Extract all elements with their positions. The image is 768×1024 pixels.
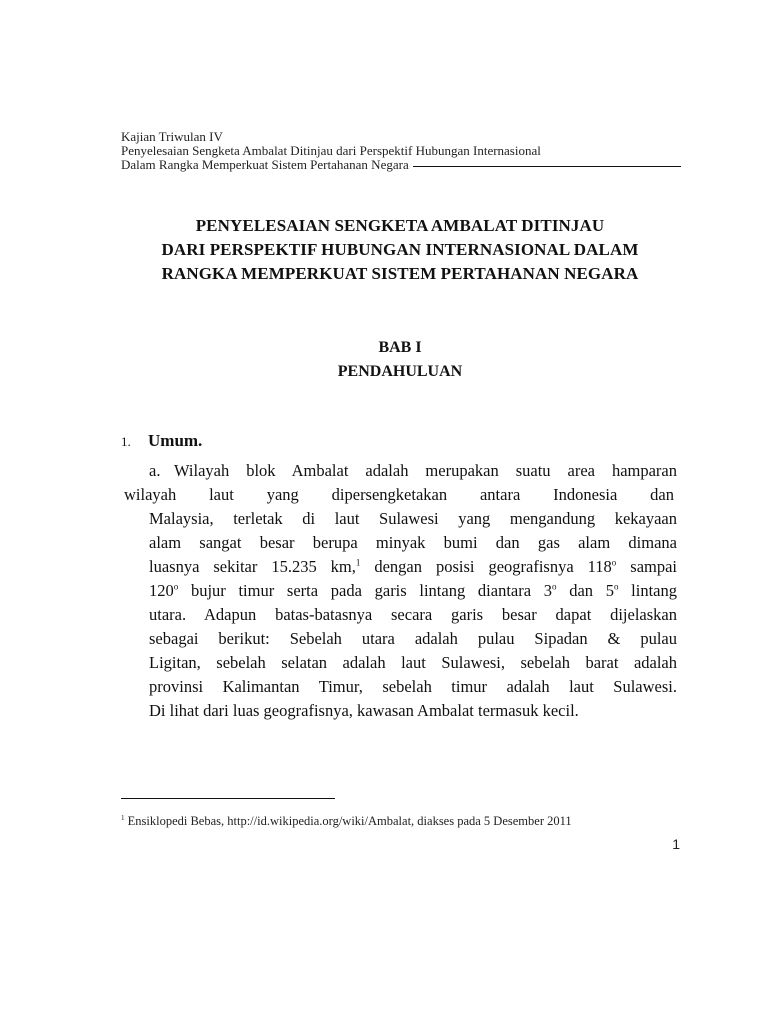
- paragraph-line-6a: 120: [149, 581, 174, 600]
- title-line-1: PENYELESAIAN SENGKETA AMBALAT DITINJAU: [195, 216, 605, 235]
- chapter-number: BAB I: [378, 339, 422, 356]
- paragraph-line-5a: luasnya sekitar 15.235 km,: [149, 557, 356, 576]
- paragraph-line-1-text: Wilayah blok Ambalat adalah merupakan suatu area hamparan: [174, 461, 677, 480]
- paragraph-label: a.: [149, 461, 161, 480]
- document-title: [100, 214, 700, 286]
- footnote-marker: 1: [121, 813, 125, 822]
- paragraph-line-4: alam sangat besar berupa minyak bumi dan gas alam dimana: [149, 533, 677, 552]
- degree-sign: o: [552, 581, 557, 592]
- title-line-3: RANGKA MEMPERKUAT SISTEM PERTAHANAN NEGARA: [161, 264, 639, 283]
- chapter-heading: [200, 336, 600, 384]
- paragraph-line-6d: lintang: [618, 581, 677, 600]
- header-subtitle-line2-row: [121, 158, 681, 172]
- paragraph-line-6: [149, 579, 677, 603]
- degree-sign: o: [611, 557, 617, 568]
- paragraph-line-5: [149, 555, 677, 579]
- header-series: Kajian Triwulan IV: [121, 129, 223, 144]
- section-heading: [121, 431, 202, 451]
- header-rule: [413, 166, 681, 167]
- paragraph-line-6b: bujur timur serta pada garis lintang diantara 3: [178, 581, 552, 600]
- title-line-2: DARI PERSPEKTIF HUBUNGAN INTERNASIONAL DALAM: [161, 240, 639, 259]
- chapter-name: PENDAHULUAN: [337, 363, 463, 380]
- header-subtitle-line1: Penyelesaian Sengketa Ambalat Ditinjau dari Perspektif Hubungan Internasional: [121, 143, 541, 158]
- degree-sign: o: [173, 581, 179, 592]
- paragraph-line-6c: dan 5: [556, 581, 614, 600]
- section-number: 1.: [121, 434, 131, 449]
- paragraph-a: [124, 459, 677, 723]
- paragraph-line-3: Malaysia, terletak di laut Sulawesi yang mengandung kekayaan: [149, 509, 677, 528]
- header-subtitle-line2: Dalam Rangka Memperkuat Sistem Pertahanan Negara: [121, 157, 409, 172]
- paragraph-line-5b: dengan posisi geografisnya 118: [360, 557, 612, 576]
- paragraph-line-11: Di lihat dari luas geografisnya, kawasan Ambalat termasuk kecil.: [149, 701, 579, 720]
- footnote-reference[interactable]: 1: [355, 557, 361, 568]
- footnote-text: Ensiklopedi Bebas, http://id.wikipedia.org/wiki/Ambalat, diakses pada 5 Desember 2011: [124, 814, 572, 828]
- paragraph-line-7: utara. Adapun batas-batasnya secara garis besar dapat dijelaskan: [149, 605, 677, 624]
- paragraph-line-10: provinsi Kalimantan Timur, sebelah timur adalah laut Sulawesi.: [149, 677, 677, 696]
- footnote-separator: [121, 798, 335, 799]
- paragraph-line-2: wilayah laut yang dipersengketakan antara Indonesia dan: [124, 485, 674, 504]
- page-number: 1: [672, 836, 680, 852]
- paragraph-line-5c: sampai: [616, 557, 677, 576]
- running-header: [121, 130, 681, 172]
- paragraph-line-8: sebagai berikut: Sebelah utara adalah pulau Sipadan & pulau: [149, 629, 677, 648]
- paragraph-line-9: Ligitan, sebelah selatan adalah laut Sulawesi, sebelah barat adalah: [149, 653, 677, 672]
- footnote: [121, 814, 572, 828]
- degree-sign: o: [613, 581, 619, 592]
- paragraph-line: [149, 459, 677, 483]
- section-title: Umum.: [148, 431, 203, 450]
